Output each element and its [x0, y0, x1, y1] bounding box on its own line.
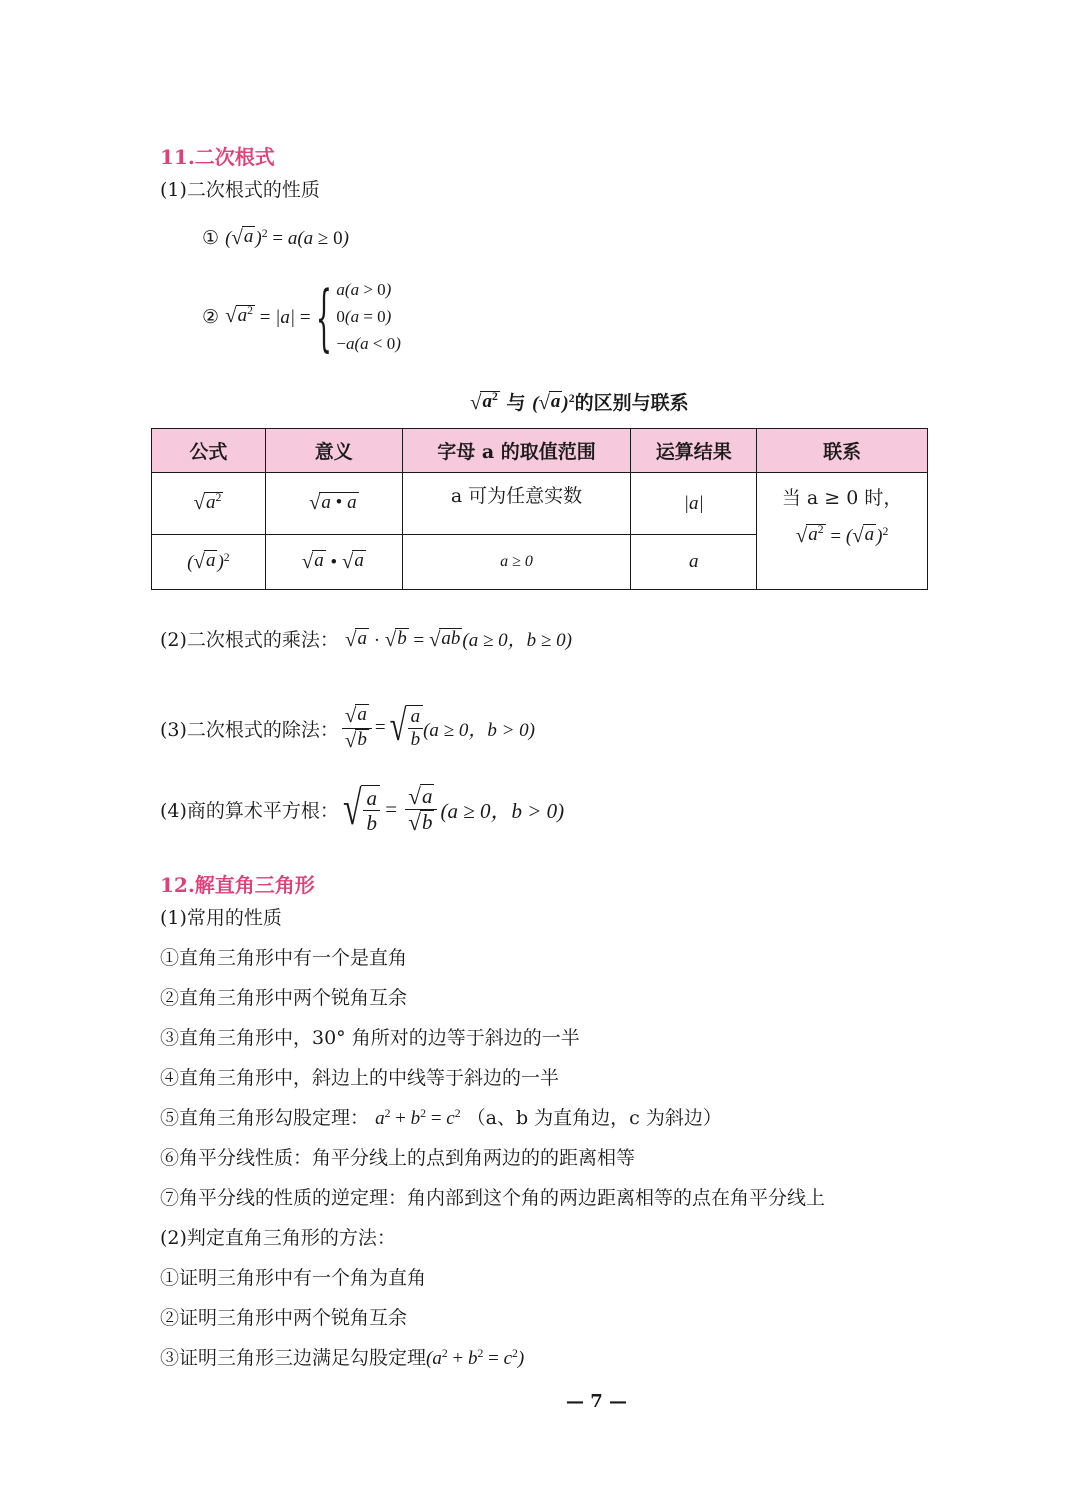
list-item-pythagoras: ⑤直角三角形勾股定理： $a^2 + b^2 = c^2$ （a、b 为直角边，c 为斜边）	[160, 1106, 722, 1129]
property-1-formula: ① ( √ a )$^2$ = a(a ≥ 0)	[202, 224, 349, 249]
list-item: ②直角三角形中两个锐角互余	[160, 987, 408, 1009]
cell-range-2: a ≥ 0	[402, 535, 631, 590]
cell-range-1: a 可为任意实数	[402, 473, 631, 535]
property-2-marker: ②	[202, 305, 220, 328]
header-link: 联系	[757, 429, 928, 473]
header-range: 字母 a 的取值范围	[402, 429, 631, 473]
cell-meaning-2: √ a • √ a	[265, 535, 402, 590]
section-11-sub1: (1)二次根式的性质	[160, 179, 320, 201]
link-formula: √ $a^2$ = ( √ a )$^2$	[795, 522, 889, 547]
section-11-title: 11.二次根式	[160, 145, 275, 169]
table-header-row	[152, 429, 928, 473]
list-item: ①证明三角形中有一个角为直角	[160, 1267, 427, 1289]
link-text: 当 a ≥ 0 时，	[781, 487, 903, 509]
cell-result-1: |a|	[631, 473, 757, 535]
list-item-method-3: ③证明三角形三边满足勾股定理$(a^2 + b^2 = c^2)$	[160, 1346, 525, 1369]
section-12-sub2: (2)判定直角三角形的方法：	[160, 1227, 396, 1249]
header-result: 运算结果	[631, 429, 757, 473]
table-caption: √ $a^2$ 与 ( √ a )$^2$的区别与联系	[470, 389, 689, 414]
list-item: ①直角三角形中有一个是直角	[160, 947, 408, 969]
list-item: ⑥角平分线性质：角平分线上的点到角两边的的距离相等	[160, 1147, 636, 1169]
list-item: ③直角三角形中，30° 角所对的边等于斜边的一半	[160, 1027, 580, 1049]
list-item: ⑦角平分线的性质的逆定理：角内部到这个角的两边距离相等的点在角平分线上	[160, 1187, 826, 1209]
section-12-sub1: (1)常用的性质	[160, 907, 282, 929]
page-number: — 7 —	[566, 1391, 628, 1412]
multiplication-rule: (2)二次根式的乘法： √ a · √ b = √ ab (a ≥ 0，b ≥ 0)	[160, 627, 572, 651]
list-item: ②证明三角形中两个锐角互余	[160, 1307, 408, 1329]
cell-formula-1: √ $a^2$	[152, 473, 266, 535]
property-2-formula: ② √ $a^2$ = |a| = { a(a > 0) 0(a = 0) −a(a < 0)	[202, 274, 401, 359]
header-meaning: 意义	[265, 429, 402, 473]
comparison-table	[151, 428, 928, 590]
list-item: ④直角三角形中，斜边上的中线等于斜边的一半	[160, 1067, 560, 1089]
cell-result-2: a	[631, 535, 757, 590]
property-1-marker: ①	[202, 226, 220, 249]
section-12-title: 12.解直角三角形	[160, 873, 315, 897]
quotient-root-rule: (4)商的算术平方根： √ $\frac{a}{b}$ = √ a √ b (a ≥ 0，b > 0)	[160, 781, 565, 836]
table-row	[152, 473, 928, 535]
division-rule: (3)二次根式的除法： √ a √ b = √ $\frac{a}{b}$ (a ≥ 0，b > 0)	[160, 702, 535, 752]
cell-link	[757, 473, 928, 590]
cell-meaning-1: √ a • a	[265, 473, 402, 535]
cases-brace: {	[315, 274, 332, 359]
cell-formula-2: ( √ a )$^2$	[152, 535, 266, 590]
header-formula: 公式	[152, 429, 266, 473]
